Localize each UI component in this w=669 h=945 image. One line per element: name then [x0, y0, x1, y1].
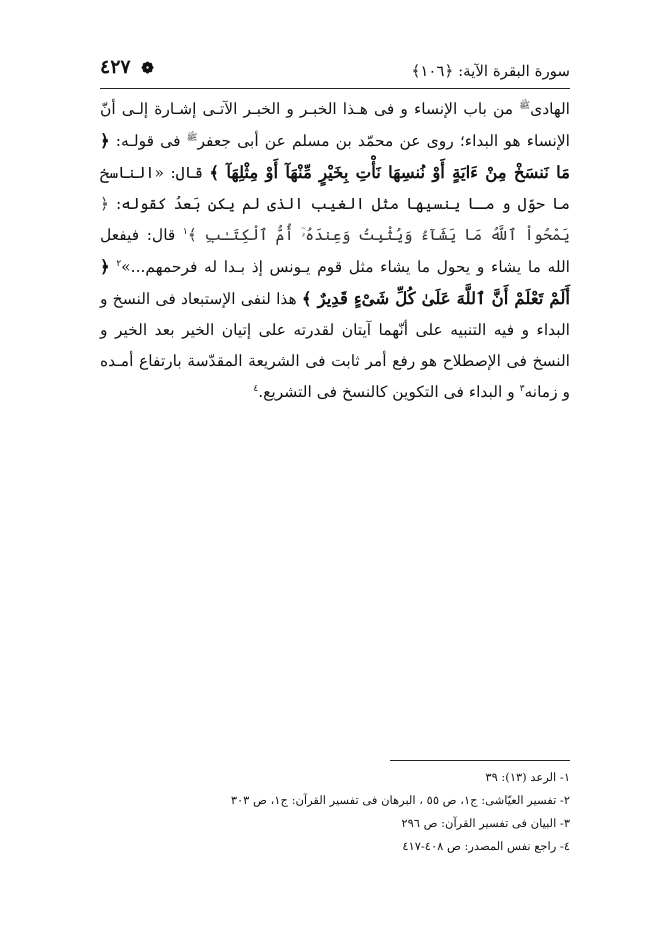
- running-header: [100, 56, 570, 86]
- footnote-item: ٣- البیان فی تفسیر القرآن: ص ٢٩٦: [401, 816, 570, 830]
- ornament-icon: ❁: [141, 59, 154, 77]
- text-run: و البداء فی التکوین کالنسخ فی التشریع.: [258, 383, 520, 401]
- text-run: قال: «الناسخ ما حوّل و مـا ینسیها مثل الغیب الذی لم یکن بَعدُ کقوله:: [100, 164, 570, 213]
- footnote-item: ٢- تفسیر العیّاشی: ج١، ص ٥٥ ، البرهان فی تفسیر القرآن: ج١، ص ٣٠٣: [230, 793, 570, 807]
- header-divider: [100, 88, 570, 89]
- footnote-ref[interactable]: ٤: [253, 383, 259, 394]
- footnote-ref[interactable]: ٢: [116, 258, 122, 269]
- body-paragraph: [100, 94, 570, 408]
- footnote-divider: [390, 760, 570, 761]
- page-number: ٤٢٧: [100, 56, 131, 78]
- text-run: قال: فیفعل الله ما یشاء و یحول ما یشاء مثل قوم یـونس إذ بـدا له فرحمهم...»: [100, 226, 570, 276]
- honorific-mark: ﷺ: [519, 100, 531, 111]
- footnote-item: ١- الرعد (١٣): ٣٩: [485, 770, 570, 784]
- verse-reference: ﴿١٠٦﴾: [411, 62, 454, 80]
- quran-verse: ﴿ يَمْحُواْ ٱللَّهُ مَا يَشَآءُ وَيُثْبِتُ وَعِندَهُۥٓ أُمُّ ٱلْكِتَـٰبِ ﴾: [100, 195, 570, 244]
- text-run: الهادی: [530, 100, 570, 118]
- quran-verse: ﴿ أَلَمْ تَعْلَمْ أَنَّ ٱللَّهَ عَلَىٰ كُلِّ شَىْءٍ قَدِيرٌ ﴾: [100, 257, 570, 308]
- text-run: فی قولـه:: [109, 132, 187, 150]
- chapter-label: سورة البقرة الآية:: [458, 62, 570, 80]
- text-run: من باب الإنساء و فی هـذا الخبـر و الخبـر الآتـی إشـارة إلـی أنّ الإنساء هو البداء؛ روی عن محمّد بن مسلم عن أبی جعفر: [100, 100, 570, 150]
- footnote-ref[interactable]: ١: [182, 226, 188, 237]
- chapter-reference: [412, 62, 570, 80]
- footnote-ref[interactable]: ٣: [519, 383, 525, 394]
- text-run: هذا لنفی الإستبعاد فی النسخ و البداء و فیه التنبیه علی أنّهما آیتان لقدرته علی إتیان الخیر بعد الخیر و النسخ فی الإصطلاح هو رفع أمر ثابت فی الشریعة المقدّسة بارتفاع أمـده و زمانه: [100, 290, 570, 401]
- quran-verse: ﴿ مَا نَنسَخْ مِنْ ءَايَةٍ أَوْ نُنسِهَا نَأْتِ بِخَيْرٍ مِّنْهَآ أَوْ مِثْلِهَآ ﴾: [100, 131, 570, 182]
- footnote-item: ٤- راجع نفس المصدر: ص ٤٠٨-٤١٧: [402, 839, 570, 853]
- honorific-mark: ﷺ: [186, 132, 198, 143]
- page-number-block: [100, 56, 154, 78]
- footnotes: [100, 766, 570, 858]
